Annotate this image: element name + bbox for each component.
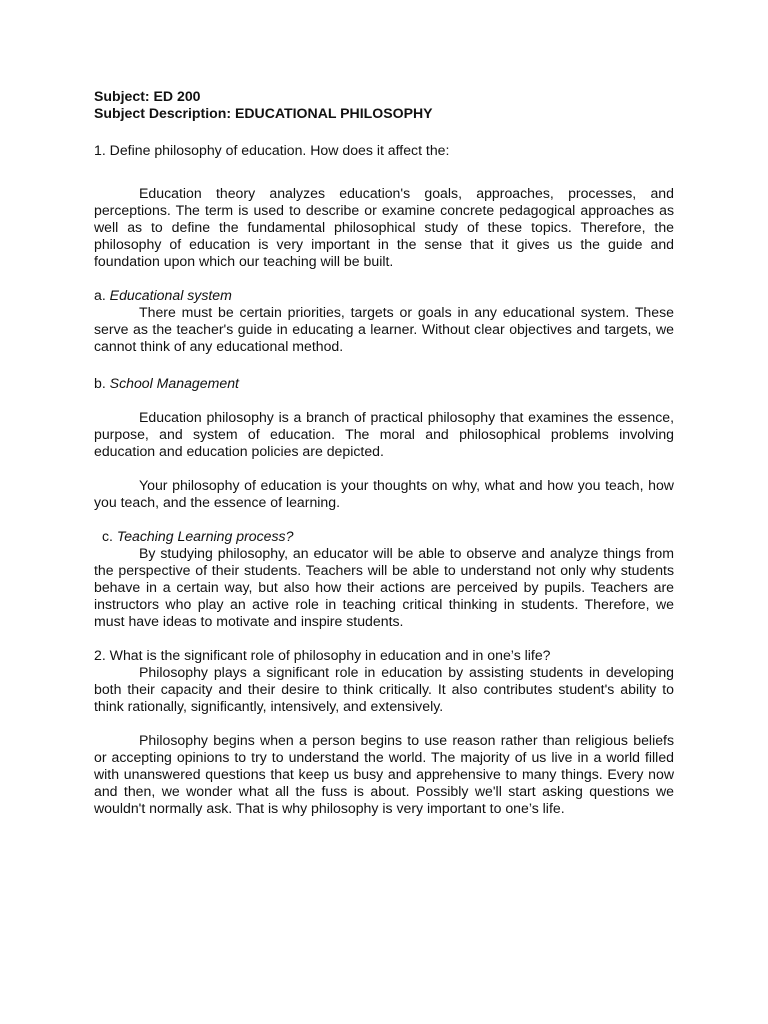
section-c-title: Teaching Learning process?	[116, 528, 294, 544]
section-a-title: Educational system	[109, 287, 232, 303]
section-a-heading	[94, 287, 674, 304]
section-c-prefix: c.	[102, 528, 117, 544]
subject-description: Subject Description: EDUCATIONAL PHILOSOPHY	[94, 105, 433, 121]
q2-paragraph-2: Philosophy begins when a person begins to use reason rather than religious beliefs or accepting opinions to try to understand the world. The majority of us live in a world filled with unanswered questions that keep us busy and apprehensive to many things. Every now and then, we wonder what all the fuss is about. Possibly we'll start asking questions we wouldn't normally ask. That is why philosophy is very important to one’s life.	[94, 732, 674, 816]
section-a-paragraph: There must be certain priorities, targets or goals in any educational system. These serve as the teacher's guide in educating a learner. Without clear objectives and targets, we cannot think of any educational method.	[94, 304, 674, 354]
section-b-prefix: b.	[94, 375, 110, 391]
subject-line: Subject: ED 200	[94, 88, 201, 104]
section-b-title: School Management	[109, 375, 239, 391]
section-a-prefix: a.	[94, 287, 110, 303]
section-c-heading	[94, 528, 674, 545]
question-1: 1. Define philosophy of education. How does it affect the:	[94, 142, 450, 158]
section-b-paragraph-2: Your philosophy of education is your thoughts on why, what and how you teach, how you teach, and the essence of learning.	[94, 477, 674, 510]
q1-intro-paragraph: Education theory analyzes education's goals, approaches, processes, and perceptions. The term is used to describe or examine concrete pedagogical approaches as well as to define the fundamental philosophical study of these topics. Therefore, the philosophy of education is very important in the sense that it gives us the guide and foundation upon which our teaching will be built.	[94, 185, 674, 269]
section-b-heading	[94, 375, 674, 392]
section-b-paragraph-1: Education philosophy is a branch of practical philosophy that examines the essence, purpose, and system of education. The moral and philosophical problems involving education and education policies are depicted.	[94, 409, 674, 459]
q2-paragraph-1: Philosophy plays a significant role in education by assisting students in developing both their capacity and their desire to think critically. It also contributes student's ability to think rationally, significantly, intensively, and extensively.	[94, 664, 674, 714]
section-c-paragraph: By studying philosophy, an educator will be able to observe and analyze things from the perspective of their students. Teachers will be able to understand not only why students behave in a certain way, but also how their actions are perceived by pupils. Teachers are instructors who play an active role in teaching critical thinking in students. Therefore, we must have ideas to motivate and inspire students.	[94, 545, 674, 629]
question-2: 2. What is the significant role of philosophy in education and in one’s life?	[94, 647, 551, 663]
